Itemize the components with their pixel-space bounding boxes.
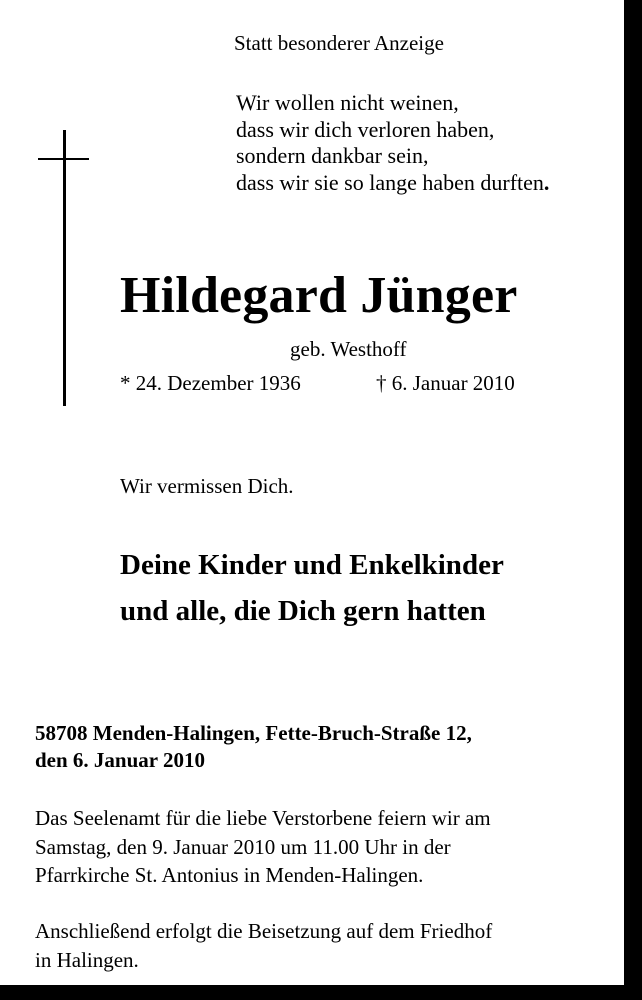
burial-info [35, 917, 492, 974]
address-date: den 6. Januar 2010 [35, 748, 205, 772]
address-block [35, 720, 472, 774]
notice-header: Statt besonderer Anzeige [234, 31, 444, 55]
burial-line: in Halingen. [35, 947, 139, 972]
death-date: † 6. Januar 2010 [376, 371, 515, 395]
family-line: und alle, die Dich gern hatten [120, 595, 486, 627]
service-line: Pfarrkirche St. Antonius in Menden-Halingen. [35, 863, 424, 887]
birth-date: * 24. Dezember 1936 [120, 371, 301, 395]
family-line: Deine Kinder und Enkelkinder [120, 549, 504, 581]
cross-horizontal-bar [38, 158, 89, 160]
poem-line: sondern dankbar sein, [236, 143, 429, 168]
service-line: Samstag, den 9. Januar 2010 um 11.00 Uhr in der [35, 834, 451, 859]
poem-line: Wir wollen nicht weinen, [236, 90, 459, 115]
maiden-name: geb. Westhoff [290, 337, 407, 361]
service-line: Das Seelenamt für die liebe Verstorbene feiern wir am [35, 806, 491, 830]
message: Wir vermissen Dich. [120, 474, 294, 498]
deceased-name: Hildegard Jünger [120, 267, 518, 324]
poem-line-text: dass wir sie so lange haben durften [236, 169, 544, 195]
service-info [35, 804, 491, 890]
poem-final-punctuation: . [543, 169, 550, 195]
life-dates [120, 371, 515, 396]
cross-vertical-bar [63, 130, 66, 406]
poem [236, 90, 549, 196]
poem-line: dass wir dich verloren haben, [236, 116, 495, 142]
burial-line: Anschließend erfolgt die Beisetzung auf dem Friedhof [35, 919, 493, 943]
family-signature [120, 542, 504, 634]
poem-line [236, 170, 549, 197]
address-line: 58708 Menden-Halingen, Fette-Bruch-Straße 12, [35, 721, 472, 745]
